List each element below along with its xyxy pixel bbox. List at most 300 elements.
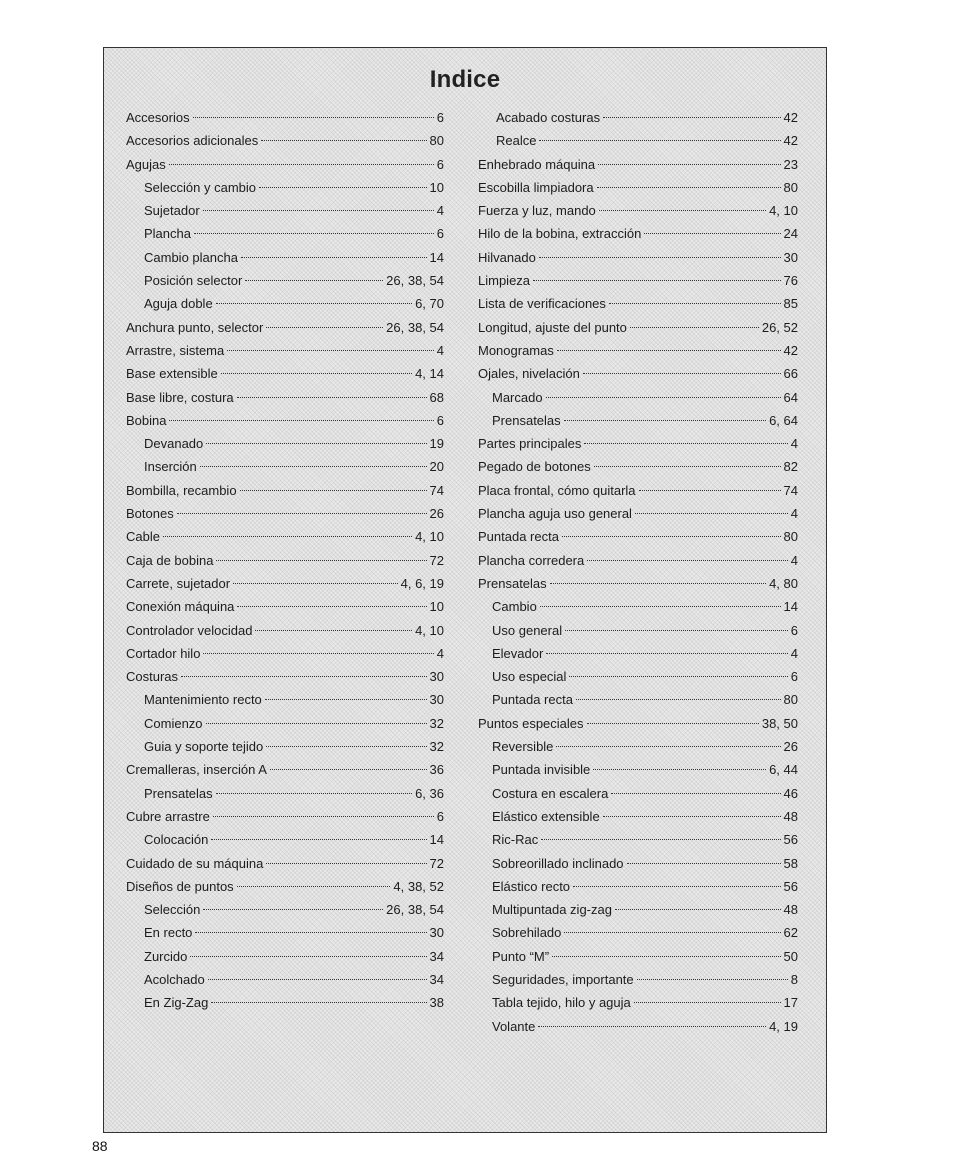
entry-label: Escobilla limpiadora bbox=[478, 179, 594, 195]
entry-pages: 10 bbox=[429, 599, 444, 615]
index-entry bbox=[126, 199, 444, 222]
index-entry bbox=[126, 572, 444, 595]
entry-label: Plancha bbox=[144, 226, 191, 242]
index-entry bbox=[478, 1015, 798, 1038]
index-entry bbox=[478, 222, 798, 245]
index-entry bbox=[126, 386, 444, 409]
dot-leader bbox=[255, 630, 412, 631]
entry-pages: 85 bbox=[783, 296, 798, 312]
entry-label: Elevador bbox=[492, 645, 544, 661]
entry-label: Mantenimiento recto bbox=[144, 692, 262, 708]
index-entry bbox=[478, 432, 798, 455]
dot-leader bbox=[206, 443, 426, 444]
entry-pages: 26, 38, 54 bbox=[386, 319, 444, 335]
index-entry bbox=[126, 316, 444, 339]
dot-leader bbox=[593, 769, 766, 770]
index-entry bbox=[126, 619, 444, 642]
entry-label: Prensatelas bbox=[144, 785, 213, 801]
index-entry bbox=[126, 852, 444, 875]
dot-leader bbox=[546, 653, 787, 654]
entry-label: Base extensible bbox=[126, 366, 218, 382]
entry-pages: 82 bbox=[783, 459, 798, 475]
dot-leader bbox=[266, 746, 426, 747]
entry-label: Ric-Rac bbox=[492, 832, 539, 848]
dot-leader bbox=[265, 699, 427, 700]
dot-leader bbox=[584, 443, 787, 444]
entry-pages: 6, 64 bbox=[769, 412, 798, 428]
entry-pages: 4, 38, 52 bbox=[393, 878, 444, 894]
entry-pages: 42 bbox=[783, 133, 798, 149]
dot-leader bbox=[599, 210, 766, 211]
dot-leader bbox=[233, 583, 398, 584]
entry-pages: 80 bbox=[783, 179, 798, 195]
dot-leader bbox=[208, 979, 427, 980]
entry-pages: 48 bbox=[783, 808, 798, 824]
entry-pages: 4, 80 bbox=[769, 575, 798, 591]
dot-leader bbox=[565, 630, 788, 631]
entry-label: Controlador velocidad bbox=[126, 622, 253, 638]
dot-leader bbox=[552, 956, 780, 957]
index-entry bbox=[478, 316, 798, 339]
entry-label: Arrastre, sistema bbox=[126, 342, 225, 358]
dot-leader bbox=[245, 280, 383, 281]
entry-pages: 66 bbox=[783, 366, 798, 382]
entry-label: Puntada recta bbox=[492, 692, 573, 708]
index-entry bbox=[478, 153, 798, 176]
entry-pages: 14 bbox=[429, 832, 444, 848]
index-entry bbox=[478, 339, 798, 362]
dot-leader bbox=[227, 350, 434, 351]
entry-pages: 38 bbox=[429, 995, 444, 1011]
dot-leader bbox=[203, 210, 434, 211]
entry-label: Longitud, ajuste del punto bbox=[478, 319, 627, 335]
entry-label: Acolchado bbox=[144, 971, 205, 987]
dot-leader bbox=[587, 723, 759, 724]
dot-leader bbox=[539, 140, 780, 141]
entry-pages: 6, 36 bbox=[415, 785, 444, 801]
index-entry bbox=[126, 106, 444, 129]
index-entry bbox=[478, 176, 798, 199]
index-entry bbox=[126, 479, 444, 502]
dot-leader bbox=[540, 606, 781, 607]
page-number: 88 bbox=[92, 1138, 108, 1154]
entry-label: Cubre arrastre bbox=[126, 808, 210, 824]
dot-leader bbox=[169, 420, 433, 421]
entry-label: Uso especial bbox=[492, 669, 567, 685]
dot-leader bbox=[533, 280, 781, 281]
index-entry bbox=[126, 525, 444, 548]
entry-label: Marcado bbox=[492, 389, 543, 405]
entry-pages: 76 bbox=[783, 273, 798, 289]
dot-leader bbox=[266, 327, 383, 328]
dot-leader bbox=[615, 909, 781, 910]
entry-pages: 6 bbox=[436, 412, 444, 428]
entry-pages: 30 bbox=[429, 692, 444, 708]
entry-label: Guia y soporte tejido bbox=[144, 739, 264, 755]
entry-label: Hilo de la bobina, extracción bbox=[478, 226, 642, 242]
entry-label: Accesorios adicionales bbox=[126, 133, 259, 149]
entry-label: Aguja doble bbox=[144, 296, 213, 312]
entry-label: Puntada recta bbox=[478, 529, 559, 545]
entry-pages: 32 bbox=[429, 715, 444, 731]
entry-label: Botones bbox=[126, 506, 174, 522]
dot-leader bbox=[556, 746, 780, 747]
dot-leader bbox=[211, 839, 426, 840]
entry-label: Cambio bbox=[492, 599, 537, 615]
index-entry bbox=[126, 758, 444, 781]
entry-pages: 10 bbox=[429, 179, 444, 195]
entry-label: Multipuntada zig-zag bbox=[492, 902, 612, 918]
entry-label: Sobrehilado bbox=[492, 925, 562, 941]
entry-pages: 30 bbox=[429, 925, 444, 941]
entry-pages: 58 bbox=[783, 855, 798, 871]
entry-pages: 4, 10 bbox=[415, 622, 444, 638]
dot-leader bbox=[637, 979, 788, 980]
dot-leader bbox=[569, 676, 787, 677]
entry-pages: 6 bbox=[790, 669, 798, 685]
entry-label: Puntada invisible bbox=[492, 762, 591, 778]
entry-label: Agujas bbox=[126, 156, 166, 172]
entry-pages: 48 bbox=[783, 902, 798, 918]
entry-pages: 20 bbox=[429, 459, 444, 475]
entry-pages: 4 bbox=[436, 203, 444, 219]
dot-leader bbox=[216, 560, 426, 561]
index-entry bbox=[478, 595, 798, 618]
entry-label: Cuidado de su máquina bbox=[126, 855, 264, 871]
entry-pages: 6, 70 bbox=[415, 296, 444, 312]
index-entry bbox=[478, 968, 798, 991]
entry-pages: 74 bbox=[783, 482, 798, 498]
index-entry bbox=[478, 455, 798, 478]
entry-pages: 38, 50 bbox=[761, 715, 798, 731]
entry-pages: 19 bbox=[429, 436, 444, 452]
entry-label: Plancha aguja uso general bbox=[478, 506, 632, 522]
index-entry bbox=[126, 735, 444, 758]
index-entry bbox=[478, 246, 798, 269]
dot-leader bbox=[194, 233, 434, 234]
entry-pages: 26, 38, 54 bbox=[386, 902, 444, 918]
index-entry bbox=[478, 129, 798, 152]
index-entry bbox=[126, 945, 444, 968]
index-entry bbox=[478, 782, 798, 805]
entry-pages: 24 bbox=[783, 226, 798, 242]
index-entry bbox=[478, 642, 798, 665]
index-entry bbox=[126, 898, 444, 921]
dot-leader bbox=[200, 466, 427, 467]
entry-label: Sobreorillado inclinado bbox=[492, 855, 624, 871]
index-entry bbox=[478, 525, 798, 548]
entry-label: Pegado de botones bbox=[478, 459, 591, 475]
entry-pages: 80 bbox=[429, 133, 444, 149]
entry-pages: 8 bbox=[790, 971, 798, 987]
index-entry bbox=[126, 153, 444, 176]
entry-label: Cortador hilo bbox=[126, 645, 201, 661]
entry-pages: 46 bbox=[783, 785, 798, 801]
entry-pages: 23 bbox=[783, 156, 798, 172]
entry-label: Selección y cambio bbox=[144, 179, 256, 195]
index-entry bbox=[126, 968, 444, 991]
entry-pages: 32 bbox=[429, 739, 444, 755]
entry-label: Base libre, costura bbox=[126, 389, 234, 405]
entry-label: Prensatelas bbox=[492, 412, 561, 428]
entry-pages: 4 bbox=[790, 645, 798, 661]
index-entry bbox=[126, 665, 444, 688]
entry-pages: 56 bbox=[783, 832, 798, 848]
index-entry bbox=[478, 875, 798, 898]
dot-leader bbox=[550, 583, 766, 584]
dot-leader bbox=[193, 117, 434, 118]
index-entry bbox=[126, 339, 444, 362]
entry-label: Fuerza y luz, mando bbox=[478, 203, 596, 219]
dot-leader bbox=[241, 257, 427, 258]
dot-leader bbox=[221, 373, 412, 374]
entry-label: Cambio plancha bbox=[144, 249, 238, 265]
entry-pages: 4 bbox=[436, 342, 444, 358]
entry-pages: 17 bbox=[783, 995, 798, 1011]
entry-pages: 4 bbox=[790, 436, 798, 452]
entry-label: Conexión máquina bbox=[126, 599, 235, 615]
index-entry bbox=[126, 269, 444, 292]
dot-leader bbox=[611, 793, 780, 794]
entry-pages: 72 bbox=[429, 855, 444, 871]
entry-pages: 68 bbox=[429, 389, 444, 405]
index-entry bbox=[126, 642, 444, 665]
dot-leader bbox=[609, 303, 781, 304]
index-entry bbox=[126, 782, 444, 805]
dot-leader bbox=[163, 536, 412, 537]
dot-leader bbox=[603, 117, 780, 118]
entry-label: Bobina bbox=[126, 412, 167, 428]
dot-leader bbox=[266, 863, 426, 864]
dot-leader bbox=[630, 327, 759, 328]
index-entry bbox=[126, 246, 444, 269]
entry-label: Caja de bobina bbox=[126, 552, 214, 568]
entry-label: Lista de verificaciones bbox=[478, 296, 606, 312]
entry-label: Partes principales bbox=[478, 436, 582, 452]
entry-pages: 4 bbox=[436, 645, 444, 661]
entry-pages: 4, 19 bbox=[769, 1018, 798, 1034]
entry-pages: 26 bbox=[429, 506, 444, 522]
index-entry bbox=[126, 362, 444, 385]
index-entry bbox=[478, 386, 798, 409]
entry-pages: 34 bbox=[429, 971, 444, 987]
entry-pages: 6 bbox=[436, 156, 444, 172]
index-entry bbox=[126, 502, 444, 525]
index-entry bbox=[126, 129, 444, 152]
entry-label: Costuras bbox=[126, 669, 179, 685]
entry-label: Realce bbox=[496, 133, 537, 149]
index-entry bbox=[126, 991, 444, 1014]
dot-leader bbox=[541, 839, 780, 840]
entry-label: En Zig-Zag bbox=[144, 995, 209, 1011]
entry-pages: 80 bbox=[783, 529, 798, 545]
index-entry bbox=[478, 409, 798, 432]
entry-pages: 74 bbox=[429, 482, 444, 498]
entry-label: Sujetador bbox=[144, 203, 200, 219]
entry-label: Limpieza bbox=[478, 273, 531, 289]
entry-pages: 4 bbox=[790, 552, 798, 568]
dot-leader bbox=[597, 187, 781, 188]
entry-label: Enhebrado máquina bbox=[478, 156, 596, 172]
index-entry bbox=[478, 106, 798, 129]
entry-label: Zurcido bbox=[144, 948, 188, 964]
entry-label: Placa frontal, cómo quitarla bbox=[478, 482, 636, 498]
index-entry bbox=[478, 991, 798, 1014]
index-entry bbox=[478, 269, 798, 292]
page-title: Indice bbox=[429, 66, 501, 93]
entry-pages: 6, 44 bbox=[769, 762, 798, 778]
dot-leader bbox=[546, 397, 781, 398]
index-entry bbox=[478, 688, 798, 711]
dot-leader bbox=[639, 490, 781, 491]
entry-label: Anchura punto, selector bbox=[126, 319, 264, 335]
entry-label: Cable bbox=[126, 529, 160, 545]
index-entry bbox=[478, 665, 798, 688]
index-entry bbox=[478, 945, 798, 968]
dot-leader bbox=[195, 932, 426, 933]
index-entry bbox=[478, 199, 798, 222]
dot-leader bbox=[573, 886, 780, 887]
entry-pages: 6 bbox=[790, 622, 798, 638]
index-entry bbox=[478, 898, 798, 921]
entry-label: Tabla tejido, hilo y aguja bbox=[492, 995, 631, 1011]
index-entry bbox=[478, 828, 798, 851]
dot-leader bbox=[169, 164, 434, 165]
index-entry bbox=[126, 409, 444, 432]
dot-leader bbox=[237, 606, 426, 607]
index-entry bbox=[478, 735, 798, 758]
dot-leader bbox=[603, 816, 781, 817]
dot-leader bbox=[211, 1002, 426, 1003]
entry-pages: 4, 10 bbox=[415, 529, 444, 545]
entry-pages: 4, 10 bbox=[769, 203, 798, 219]
entry-label: Diseños de puntos bbox=[126, 878, 234, 894]
index-entry bbox=[478, 479, 798, 502]
entry-pages: 64 bbox=[783, 389, 798, 405]
index-entry bbox=[126, 805, 444, 828]
entry-pages: 26, 52 bbox=[761, 319, 798, 335]
index-entry bbox=[478, 549, 798, 572]
index-entry bbox=[478, 921, 798, 944]
index-entry bbox=[126, 712, 444, 735]
entry-label: Uso general bbox=[492, 622, 563, 638]
index-entry bbox=[126, 595, 444, 618]
entry-pages: 26, 38, 54 bbox=[386, 273, 444, 289]
index-column-right bbox=[478, 106, 798, 1038]
entry-pages: 72 bbox=[429, 552, 444, 568]
entry-pages: 34 bbox=[429, 948, 444, 964]
index-column-left bbox=[126, 106, 444, 1015]
entry-pages: 6 bbox=[436, 110, 444, 125]
entry-label: Selección bbox=[144, 902, 201, 918]
index-entry bbox=[478, 805, 798, 828]
dot-leader bbox=[206, 723, 427, 724]
index-entry bbox=[126, 455, 444, 478]
entry-label: Carrete, sujetador bbox=[126, 575, 231, 591]
entry-label: En recto bbox=[144, 925, 193, 941]
entry-label: Cremalleras, inserción A bbox=[126, 762, 267, 778]
entry-pages: 30 bbox=[783, 249, 798, 265]
entry-pages: 36 bbox=[429, 762, 444, 778]
index-entry bbox=[478, 362, 798, 385]
dot-leader bbox=[644, 233, 780, 234]
dot-leader bbox=[216, 303, 412, 304]
entry-label: Reversible bbox=[492, 739, 554, 755]
dot-leader bbox=[261, 140, 426, 141]
index-panel bbox=[103, 47, 827, 1133]
dot-leader bbox=[562, 536, 781, 537]
index-entry bbox=[126, 549, 444, 572]
entry-label: Elástico recto bbox=[492, 878, 571, 894]
entry-label: Volante bbox=[492, 1018, 536, 1034]
entry-label: Posición selector bbox=[144, 273, 243, 289]
entry-label: Prensatelas bbox=[478, 575, 547, 591]
entry-pages: 56 bbox=[783, 878, 798, 894]
index-entry bbox=[478, 292, 798, 315]
dot-leader bbox=[627, 863, 781, 864]
entry-pages: 62 bbox=[783, 925, 798, 941]
dot-leader bbox=[237, 886, 391, 887]
entry-label: Ojales, nivelación bbox=[478, 366, 580, 382]
entry-pages: 14 bbox=[783, 599, 798, 615]
dot-leader bbox=[177, 513, 427, 514]
dot-leader bbox=[181, 676, 427, 677]
entry-label: Puntos especiales bbox=[478, 715, 584, 731]
index-entry bbox=[478, 572, 798, 595]
entry-pages: 14 bbox=[429, 249, 444, 265]
dot-leader bbox=[587, 560, 788, 561]
entry-pages: 6 bbox=[436, 808, 444, 824]
entry-pages: 26 bbox=[783, 739, 798, 755]
dot-leader bbox=[594, 466, 781, 467]
index-entry bbox=[126, 875, 444, 898]
entry-label: Devanado bbox=[144, 436, 204, 452]
dot-leader bbox=[634, 1002, 781, 1003]
entry-label: Bombilla, recambio bbox=[126, 482, 237, 498]
dot-leader bbox=[635, 513, 788, 514]
entry-pages: 30 bbox=[429, 669, 444, 685]
dot-leader bbox=[538, 1026, 766, 1027]
entry-pages: 4, 6, 19 bbox=[400, 575, 444, 591]
entry-label: Acabado costuras bbox=[496, 110, 601, 125]
index-entry bbox=[478, 758, 798, 781]
entry-pages: 42 bbox=[783, 110, 798, 125]
index-entry bbox=[478, 852, 798, 875]
index-entry bbox=[478, 712, 798, 735]
entry-label: Punto “M” bbox=[492, 948, 550, 964]
entry-label: Hilvanado bbox=[478, 249, 536, 265]
index-entry bbox=[126, 921, 444, 944]
index-entry bbox=[478, 502, 798, 525]
dot-leader bbox=[583, 373, 781, 374]
index-entry bbox=[126, 828, 444, 851]
entry-label: Colocación bbox=[144, 832, 209, 848]
dot-leader bbox=[539, 257, 781, 258]
index-entry bbox=[478, 619, 798, 642]
entry-pages: 80 bbox=[783, 692, 798, 708]
dot-leader bbox=[576, 699, 781, 700]
dot-leader bbox=[270, 769, 427, 770]
entry-label: Plancha corredera bbox=[478, 552, 585, 568]
entry-label: Inserción bbox=[144, 459, 197, 475]
entry-label: Seguridades, importante bbox=[492, 971, 634, 987]
entry-pages: 50 bbox=[783, 948, 798, 964]
entry-pages: 4, 14 bbox=[415, 366, 444, 382]
entry-label: Elástico extensible bbox=[492, 808, 600, 824]
entry-pages: 4 bbox=[790, 506, 798, 522]
entry-pages: 6 bbox=[436, 226, 444, 242]
dot-leader bbox=[259, 187, 427, 188]
